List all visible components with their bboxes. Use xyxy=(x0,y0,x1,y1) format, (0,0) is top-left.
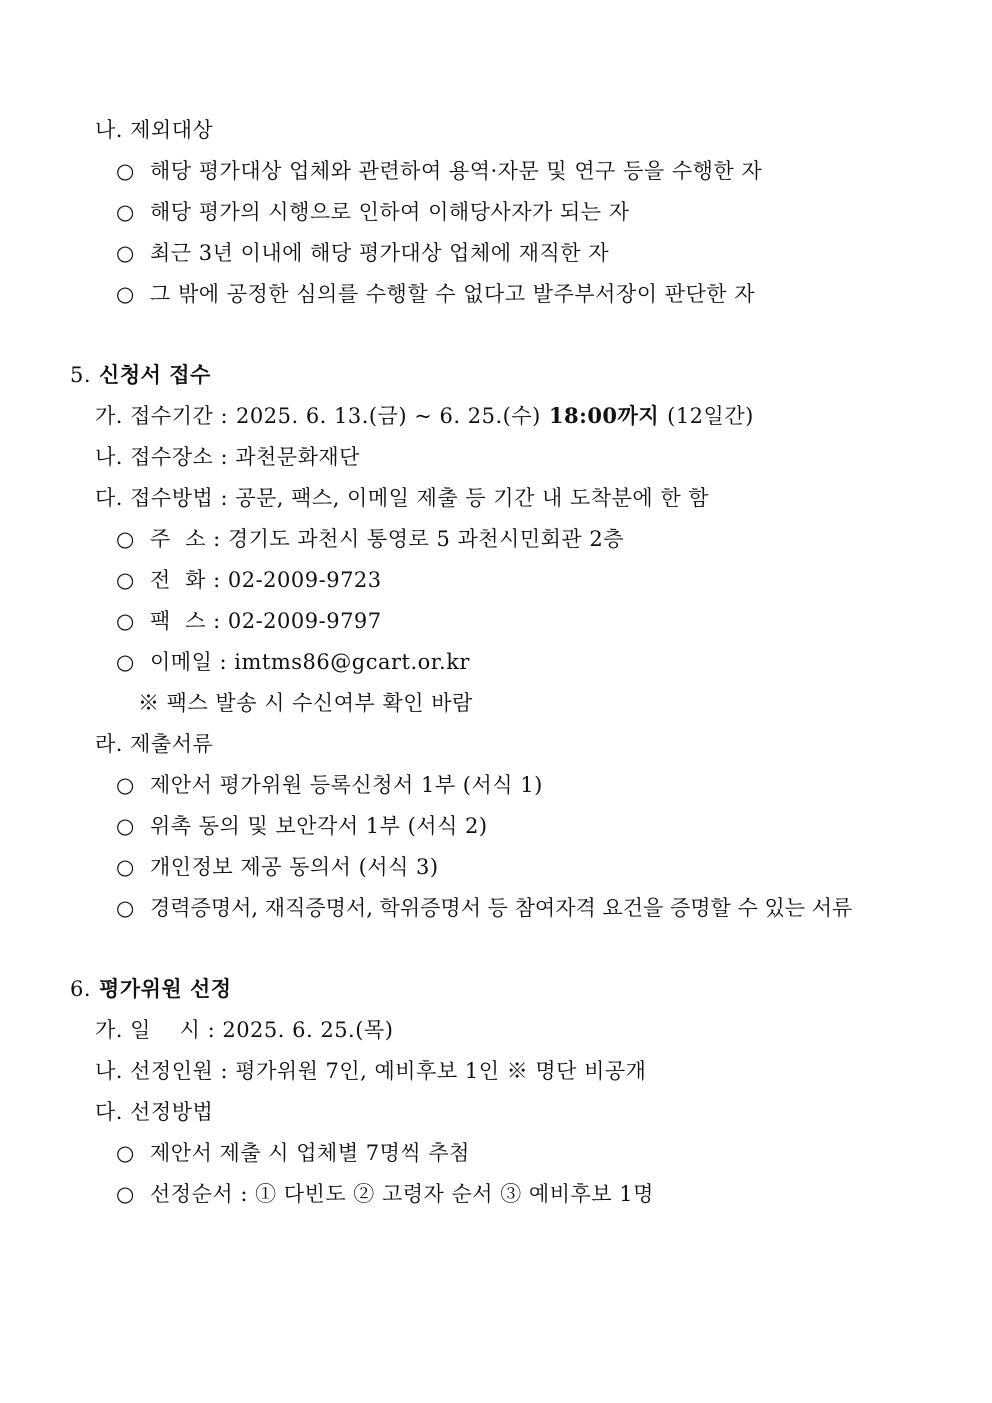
circle-bullet-icon: ○ xyxy=(116,200,135,224)
exclusion-item: ○ 최근 3년 이내에 해당 평가대상 업체에 재직한 자 xyxy=(116,241,610,265)
circle-bullet-icon: ○ xyxy=(116,241,135,265)
documents-heading: 라. 제출서류 xyxy=(95,732,214,756)
circle-bullet-icon: ○ xyxy=(116,896,135,920)
section-5-title: 5. 신청서 접수 xyxy=(70,362,211,387)
receipt-method: 다. 접수방법 : 공문, 팩스, 이메일 제출 등 기간 내 도착분에 한 함 xyxy=(95,486,710,510)
document-item: ○ 제안서 평가위원 등록신청서 1부 (서식 1) xyxy=(116,773,543,797)
receipt-period: 가. 접수기간 : 2025. 6. 13.(금) ~ 6. 25.(수) 18:00까지 (12일간) xyxy=(95,403,754,428)
contact-phone: ○ 전 화 : 02-2009-9723 xyxy=(116,568,382,592)
circle-bullet-icon: ○ xyxy=(116,814,135,838)
circle-bullet-icon: ○ xyxy=(116,1182,135,1206)
selection-date: 가. 일 시 : 2025. 6. 25.(목) xyxy=(95,1018,394,1042)
circle-bullet-icon: ○ xyxy=(116,773,135,797)
receipt-place: 나. 접수장소 : 과천문화재단 xyxy=(95,445,360,469)
selection-method-heading: 다. 선정방법 xyxy=(95,1100,214,1124)
circle-bullet-icon: ○ xyxy=(116,1141,135,1165)
circle-bullet-icon: ○ xyxy=(116,527,135,551)
contact-fax: ○ 팩 스 : 02-2009-9797 xyxy=(116,609,382,633)
circle-bullet-icon: ○ xyxy=(116,159,135,183)
exclusion-item: ○ 그 밖에 공정한 심의를 수행할 수 없다고 발주부서장이 판단한 자 xyxy=(116,282,756,306)
exclusion-heading: 나. 제외대상 xyxy=(95,118,214,142)
selection-method-item: ○ 제안서 제출 시 업체별 7명씩 추첨 xyxy=(116,1141,470,1165)
circle-bullet-icon: ○ xyxy=(116,609,135,633)
exclusion-item: ○ 해당 평가대상 업체와 관련하여 용역·자문 및 연구 등을 수행한 자 xyxy=(116,159,763,183)
fax-note: ※ 팩스 발송 시 수신여부 확인 바람 xyxy=(138,691,473,715)
circle-bullet-icon: ○ xyxy=(116,568,135,592)
document-item: ○ 경력증명서, 재직증명서, 학위증명서 등 참여자격 요건을 증명할 수 있는 서류 xyxy=(116,896,853,920)
section-6-title: 6. 평가위원 선정 xyxy=(70,976,232,1001)
circle-bullet-icon: ○ xyxy=(116,282,135,306)
exclusion-item: ○ 해당 평가의 시행으로 인하여 이해당사자가 되는 자 xyxy=(116,200,630,224)
document-item: ○ 위촉 동의 및 보안각서 1부 (서식 2) xyxy=(116,814,488,838)
document-item: ○ 개인정보 제공 동의서 (서식 3) xyxy=(116,855,439,879)
selection-people: 나. 선정인원 : 평가위원 7인, 예비후보 1인 ※ 명단 비공개 xyxy=(95,1059,647,1083)
selection-method-item: ○ 선정순서 : ① 다빈도 ② 고령자 순서 ③ 예비후보 1명 xyxy=(116,1182,654,1206)
contact-address: ○ 주 소 : 경기도 과천시 통영로 5 과천시민회관 2층 xyxy=(116,527,625,551)
circle-bullet-icon: ○ xyxy=(116,650,135,674)
contact-email: ○ 이메일 : imtms86@gcart.or.kr xyxy=(116,650,470,674)
circle-bullet-icon: ○ xyxy=(116,855,135,879)
